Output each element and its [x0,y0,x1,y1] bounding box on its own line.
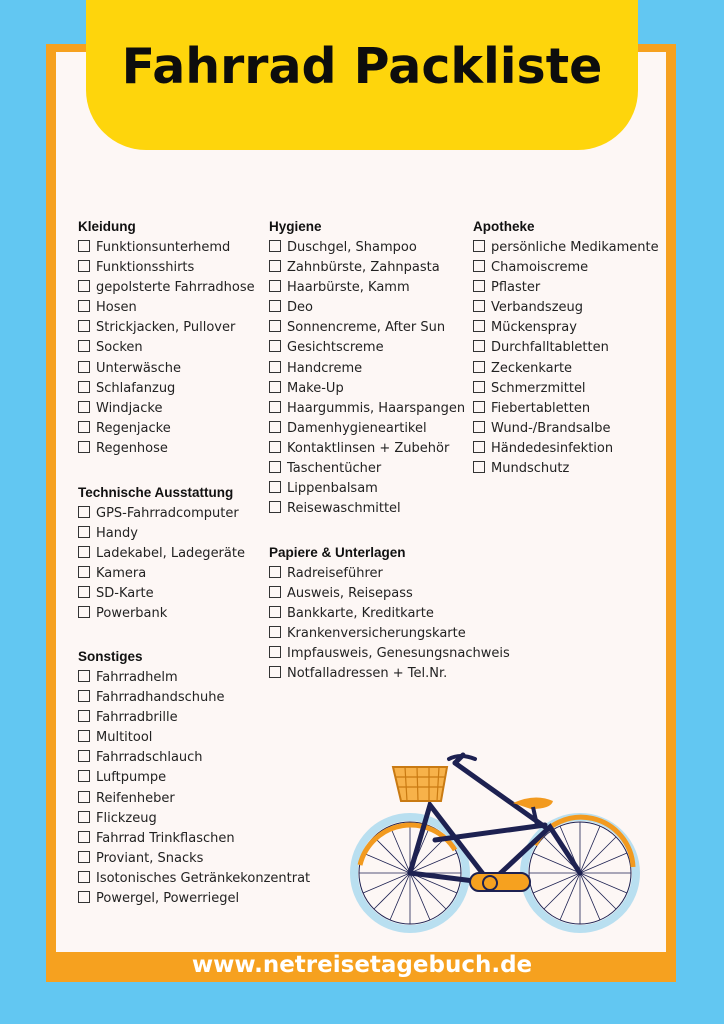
section-heading: Kleidung [78,219,136,234]
checkbox[interactable] [78,421,90,433]
checklist-item [269,379,465,399]
checklist-item [269,258,465,278]
checkbox[interactable] [78,851,90,863]
checklist-item-label: Fahrradschlauch [96,750,203,766]
checklist-item [78,338,255,358]
checklist-item [473,459,659,479]
section-kleidung [78,218,255,459]
checkbox[interactable] [269,260,281,272]
checklist-item [78,439,255,459]
checklist-item-label: Unterwäsche [96,360,181,376]
checklist-item [473,298,659,318]
checklist-item-label: Windjacke [96,400,163,416]
checklist-item [78,238,255,258]
checklist-item-label: Make-Up [287,380,344,396]
checklist-item-label: Kamera [96,566,147,582]
checklist-item-label: Kontaktlinsen + Zubehör [287,440,450,456]
checkbox[interactable] [78,526,90,538]
checklist-item-label: Schmerzmittel [491,380,586,396]
checklist-item [78,419,255,439]
checkbox[interactable] [269,646,281,658]
checkbox[interactable] [269,461,281,473]
checkbox[interactable] [269,566,281,578]
checklist-item [269,664,510,684]
checkbox[interactable] [78,770,90,782]
page-title: Fahrrad Packliste [121,38,603,95]
section-sonstiges [78,648,310,909]
section-apotheke [473,218,659,479]
checklist-item [269,604,510,624]
checkbox[interactable] [269,666,281,678]
checkbox[interactable] [78,690,90,702]
checklist-item [269,238,465,258]
checklist-item-label: Isotonisches Getränkekonzentrat [96,870,311,886]
checklist-item [269,644,510,664]
checkbox[interactable] [473,441,485,453]
bicycle-illustration [345,745,645,935]
checkbox[interactable] [78,381,90,393]
checklist-item-label: Mundschutz [491,461,570,477]
checkbox[interactable] [78,710,90,722]
checklist-item-label: Sonnencreme, After Sun [287,320,446,336]
checkbox[interactable] [473,300,485,312]
checklist-item [78,564,245,584]
checklist-item [78,258,255,278]
checklist-item [269,338,465,358]
checkbox[interactable] [78,546,90,558]
checklist-item-label: Reifenheber [96,790,175,806]
checklist-item-label: Händedesinfektion [491,440,614,456]
section-heading: Papiere & Unterlagen [269,545,406,560]
checklist-item [473,258,659,278]
checkbox[interactable] [78,320,90,332]
checklist-item-label: Fahrradhandschuhe [96,690,225,706]
checkbox[interactable] [473,361,485,373]
checklist-item-label: Chamoiscreme [491,260,589,276]
checklist-item-label: Proviant, Snacks [96,850,204,866]
checklist-item [269,564,510,584]
section-hygiene [269,218,465,519]
section-heading: Sonstiges [78,649,143,664]
checkbox[interactable] [269,586,281,598]
checklist-item-label: Impfausweis, Genesungsnachweis [287,646,510,662]
checklist-item [78,849,310,869]
section-heading: Hygiene [269,219,322,234]
checkbox[interactable] [78,506,90,518]
checkbox[interactable] [78,401,90,413]
basket [393,767,447,801]
checklist-item [78,399,255,419]
checklist-item-label: Verbandszeug [491,300,584,316]
checklist-item-label: Radreiseführer [287,566,383,581]
checkbox[interactable] [78,750,90,762]
checklist-item-label: Fahrradhelm [96,670,178,685]
checklist-item [269,419,465,439]
chain-guard [470,873,530,891]
section-technische-ausstattung [78,484,245,625]
checkbox[interactable] [78,300,90,312]
checkbox[interactable] [78,831,90,843]
checklist-item [269,298,465,318]
checklist-item [473,318,659,338]
checklist-item-label: Luftpumpe [96,770,167,786]
checkbox[interactable] [269,421,281,433]
checkbox[interactable] [473,381,485,393]
checklist-item [473,359,659,379]
checklist-item [78,789,310,809]
checklist-item [269,459,465,479]
checkbox[interactable] [473,421,485,433]
checklist-item [78,809,310,829]
checklist-item [269,499,465,519]
checkbox[interactable] [78,240,90,252]
checkbox[interactable] [78,280,90,292]
checklist-item-label: Lippenbalsam [287,481,378,497]
checklist-item [78,278,255,298]
checklist-item-label: Taschentücher [287,461,382,477]
checklist-item-label: Pflaster [491,280,541,296]
checkbox[interactable] [269,320,281,332]
checkbox[interactable] [78,811,90,823]
checklist-item-label: Regenhose [96,440,168,456]
checklist-item-label: Handy [96,526,138,542]
checklist-item [269,318,465,338]
checkbox[interactable] [269,240,281,252]
checkbox[interactable] [269,361,281,373]
checklist-item-label: Socken [96,340,143,356]
checklist-item-label: Haargummis, Haarspangen [287,400,466,416]
checkbox[interactable] [269,501,281,513]
checkbox[interactable] [473,461,485,473]
crank [483,876,497,890]
section-heading: Apotheke [473,219,535,234]
checklist-item [78,604,245,624]
checkbox[interactable] [473,340,485,352]
checklist-item-label: Gesichtscreme [287,340,384,356]
checkbox[interactable] [269,280,281,292]
checklist-item [269,479,465,499]
checklist-item-label: gepolsterte Fahrradhose [96,280,255,296]
checkbox[interactable] [78,606,90,618]
checklist-item-label: Regenjacke [96,420,171,436]
checkbox[interactable] [78,730,90,742]
checklist-item [269,399,465,419]
checklist-item [78,708,310,728]
checkbox[interactable] [269,300,281,312]
website-url[interactable]: www.netreisetagebuch.de [191,952,533,978]
checkbox[interactable] [269,481,281,493]
checkbox[interactable] [269,441,281,453]
checklist-item-label: Multitool [96,730,153,746]
checklist-item-label: Zeckenkarte [491,360,573,376]
checklist-item [269,359,465,379]
checklist-item-label: Funktionsshirts [96,260,195,276]
checklist-item-label: Fahrrad Trinkflaschen [96,830,235,846]
checkbox[interactable] [269,606,281,618]
checklist-item-label: Damenhygieneartikel [287,420,427,436]
section-heading: Technische Ausstattung [78,485,234,500]
checklist-item [78,298,255,318]
checklist-item [78,359,255,379]
checklist-item-label: Hosen [96,300,137,316]
checklist-item-label: persönliche Medikamente [491,240,659,255]
checklist-item [269,439,465,459]
checklist-item-label: Schlafanzug [96,380,176,396]
checklist-item [78,728,310,748]
checklist-item [473,278,659,298]
checklist-item-label: Deo [287,300,313,316]
checklist-item [78,869,310,889]
checklist-item-label: Bankkarte, Kreditkarte [287,606,434,622]
checkbox[interactable] [269,381,281,393]
checklist-item [78,544,245,564]
checklist-item [78,748,310,768]
checklist-item [78,889,310,909]
checklist-item-label: Funktionsunterhemd [96,240,231,255]
checklist-item-label: Ausweis, Reisepass [287,586,413,602]
checklist-item-label: Fahrradbrille [96,710,178,726]
checkbox[interactable] [473,320,485,332]
checklist-item [78,688,310,708]
checkbox[interactable] [78,586,90,598]
checkbox[interactable] [78,871,90,883]
checkbox[interactable] [269,340,281,352]
checklist-item-label: Durchfalltabletten [491,340,609,356]
checklist-item [269,624,510,644]
checklist-item-label: Mückenspray [491,320,577,336]
checklist-item-label: Powergel, Powerriegel [96,891,240,907]
checkbox[interactable] [78,670,90,682]
checkbox[interactable] [473,401,485,413]
checklist-item [473,399,659,419]
checklist-item-label: Zahnbürste, Zahnpasta [287,260,440,276]
checkbox[interactable] [473,240,485,252]
checkbox[interactable] [78,441,90,453]
checklist-item-label: Ladekabel, Ladegeräte [96,546,245,562]
checklist-item-label: Strickjacken, Pullover [96,320,236,336]
checkbox[interactable] [78,361,90,373]
checkbox[interactable] [78,791,90,803]
checklist-item-label: Powerbank [96,606,168,622]
checklist-item-label: Haarbürste, Kamm [287,280,410,296]
checklist-item [473,338,659,358]
checklist-item-label: Fiebertabletten [491,400,591,416]
checklist-item [78,829,310,849]
checklist-item [473,379,659,399]
checklist-item-label: GPS-Fahrradcomputer [96,506,239,521]
section-papiere-unterlagen [269,544,510,685]
checkbox[interactable] [78,260,90,272]
checklist-item-label: Duschgel, Shampoo [287,240,417,255]
checklist-item [473,419,659,439]
checklist-item [78,584,245,604]
checkbox[interactable] [78,566,90,578]
checklist-item [78,504,245,524]
checkbox[interactable] [473,260,485,272]
checkbox[interactable] [269,401,281,413]
checklist-item [473,439,659,459]
checklist-item-label: Reisewaschmittel [287,501,401,517]
checklist-item-label: SD-Karte [96,586,154,602]
checkbox[interactable] [78,340,90,352]
checklist-item [269,278,465,298]
checklist-item-label: Flickzeug [96,810,157,826]
checklist-item [78,768,310,788]
checkbox[interactable] [473,280,485,292]
checkbox[interactable] [269,626,281,638]
checklist-item-label: Krankenversicherungskarte [287,626,466,642]
checkbox[interactable] [78,891,90,903]
checklist-item-label: Notfalladressen + Tel.Nr. [287,666,448,682]
checklist-item [269,584,510,604]
checklist-item-label: Handcreme [287,360,363,376]
checklist-item [473,238,659,258]
checklist-item [78,524,245,544]
checklist-item [78,318,255,338]
checklist-item [78,379,255,399]
checklist-item-label: Wund-/Brandsalbe [491,420,611,436]
